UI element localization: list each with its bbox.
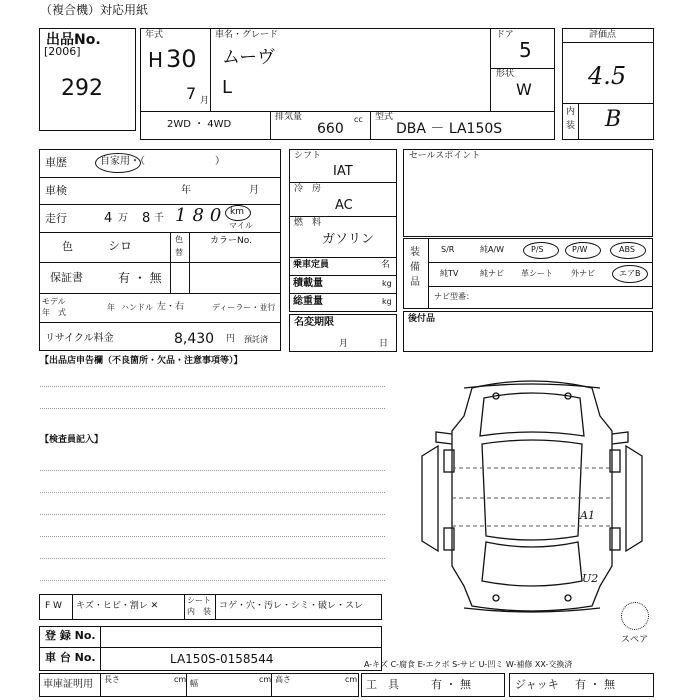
equip-aw: 純A/W — [480, 245, 505, 254]
mileage-sen-unit: 千 — [154, 213, 164, 224]
details-box — [39, 149, 281, 351]
warranty-label: 保証書 — [50, 271, 83, 284]
inspection-label: 車検 — [45, 184, 67, 197]
model-year-unit: 年 — [107, 303, 115, 312]
equip-abs: ABS — [619, 245, 635, 254]
car-name: ムーヴ — [222, 47, 276, 68]
model-year: 30 — [166, 45, 197, 73]
tools-label: 工 具 — [366, 678, 399, 691]
equip-airbag: エアB — [619, 269, 641, 278]
title-change-day: 日 — [379, 339, 389, 349]
history-label: 車歴 — [45, 156, 67, 169]
jack-label: ジャッキ — [515, 678, 559, 691]
sales-point-box — [403, 149, 653, 237]
jack-value: 有 ・ 無 — [575, 678, 615, 691]
car-damage-diagram — [412, 376, 652, 616]
interior-score: B — [605, 107, 622, 132]
certificate-height: 高さ — [275, 675, 291, 684]
fuel-label: 燃 料 — [294, 218, 322, 228]
seat-label-2: 内 装 — [187, 607, 211, 616]
shift-label: シフト — [294, 151, 322, 161]
fuel-value: ガソリン — [322, 232, 375, 247]
damage-mark-u2: U2 — [582, 572, 599, 585]
inspection-year-unit: 年 — [181, 185, 191, 196]
aftermarket-label: 後付品 — [408, 314, 436, 324]
seat-items: コゲ・穴・汚レ・シミ・破レ・スレ — [219, 601, 364, 611]
spare-tire-icon — [621, 602, 649, 630]
fw-items: キズ・ヒビ・割レ ✕ — [76, 601, 159, 611]
form-title: （複合機）対応用紙 — [40, 3, 149, 17]
color-label: 色 — [62, 240, 73, 253]
equip-navi: 純ナビ — [480, 269, 504, 278]
mileage-rest: 180 — [175, 205, 228, 226]
aircon-value: AC — [335, 198, 353, 213]
certificate-width: 幅 — [190, 679, 198, 688]
model-code-label: 型式 — [375, 112, 394, 122]
car-grade: L — [222, 77, 233, 98]
interior-label-2: 装 — [566, 121, 576, 131]
shape-label: 形状 — [496, 69, 515, 79]
certificate-length: 長さ — [104, 675, 120, 684]
recycle-note: 預託済 — [244, 335, 268, 344]
mileage-sen: 8 — [142, 211, 151, 226]
title-change-month: 月 — [339, 339, 349, 349]
history-value: 自家用・（ ） — [100, 156, 225, 167]
equip-sr: S/R — [441, 245, 455, 254]
chassis-number: LA150S-0158544 — [170, 652, 274, 666]
load-unit: kg — [382, 279, 392, 288]
recycle-value: 8,430 — [174, 331, 215, 347]
cm-unit-2: cm — [259, 675, 272, 684]
mileage-label: 走行 — [45, 212, 67, 225]
equip-ext-navi: 外ナビ — [571, 269, 595, 278]
damage-legend: A-キズ C-腐食 E-エクボ S-サビ U-凹ミ W-補修 XX-交換済 — [364, 660, 573, 669]
color-change-1: 色 — [175, 235, 183, 244]
recycle-label: リサイクル料金 — [45, 333, 114, 344]
gross-unit: kg — [382, 297, 392, 306]
lot-year-stamp: [2006] — [44, 45, 81, 58]
inspector-label: 【検査員記入】 — [40, 435, 104, 445]
damage-mark-a1: A1 — [580, 509, 595, 522]
cm-unit-1: cm — [174, 675, 187, 684]
gross-label: 総重量 — [293, 296, 323, 307]
color-no-label: カラーNo. — [210, 236, 252, 246]
fw-label: F W — [45, 601, 62, 611]
door-count: 5 — [519, 38, 532, 62]
load-label: 積載量 — [293, 278, 323, 289]
equip-tv: 純TV — [440, 269, 459, 278]
door-label: ドア — [496, 30, 514, 40]
aircon-label: 冷 房 — [294, 184, 322, 194]
month-unit: 月 — [200, 96, 210, 106]
chassis-label: 車 台 No. — [45, 651, 96, 664]
model-year-label-1: モデル — [42, 297, 66, 306]
displacement-label: 排気量 — [275, 112, 303, 122]
year-label: 年式 — [145, 30, 164, 40]
lot-number: 292 — [61, 76, 103, 101]
equip-pw: P/W — [572, 245, 588, 254]
month-value: 7 — [186, 84, 197, 103]
drive-type: 2WD ・ 4WD — [167, 119, 232, 130]
model-code: DBA － LA150S — [396, 121, 503, 137]
mile-unit: マイル — [229, 221, 253, 230]
sales-point-label: セールスポイント — [409, 151, 481, 161]
mileage-man-unit: 万 — [118, 213, 128, 224]
mileage-man: 4 — [104, 211, 113, 226]
cm-unit-3: cm — [345, 675, 358, 684]
handle-label: ハンドル — [121, 303, 153, 312]
era: H — [148, 48, 164, 72]
handle-value: 左・右 — [157, 302, 185, 312]
displacement-value: 660 — [317, 121, 344, 137]
equipment-label: 装備品 — [410, 247, 420, 288]
title-change-label: 名変期限 — [294, 317, 334, 328]
declaration-label: 【出品店申告欄（不良箇所・欠品・注意事項等）】 — [40, 356, 243, 366]
certificate-label: 車庫証明用 — [43, 679, 93, 690]
inspection-month-unit: 月 — [249, 185, 259, 196]
model-year-label-2: 年 式 — [42, 308, 66, 317]
interior-label-1: 内 — [566, 107, 576, 117]
equip-ps: P/S — [531, 245, 544, 254]
km-unit: km — [230, 207, 244, 217]
warranty-value: 有 ・ 無 — [118, 271, 162, 285]
seat-label-1: シート — [187, 596, 211, 605]
registration-label: 登 録 No. — [45, 629, 96, 642]
cc-unit: cc — [354, 115, 363, 124]
name-grade-label: 車名・グレード — [215, 30, 279, 40]
tools-value: 有 ・ 無 — [431, 678, 471, 691]
navi-model-label: ナビ型番： — [434, 292, 474, 301]
equip-leather: 革シート — [521, 269, 553, 278]
recycle-unit: 円 — [226, 334, 236, 344]
body-shape: W — [516, 80, 532, 99]
dealer-label: ディーラー・並行 — [212, 303, 276, 312]
aftermarket-box — [403, 311, 653, 352]
capacity-unit: 名 — [381, 260, 391, 270]
color-value: シロ — [108, 239, 133, 253]
color-change-2: 替 — [175, 248, 183, 257]
spare-label: スペア — [621, 635, 649, 645]
rating-label: 評価点 — [589, 30, 617, 40]
shift-value: IAT — [333, 164, 353, 179]
lot-label: 出品No. — [46, 32, 101, 48]
rating-score: 4.5 — [588, 62, 627, 90]
capacity-label: 乗車定員 — [293, 260, 330, 270]
